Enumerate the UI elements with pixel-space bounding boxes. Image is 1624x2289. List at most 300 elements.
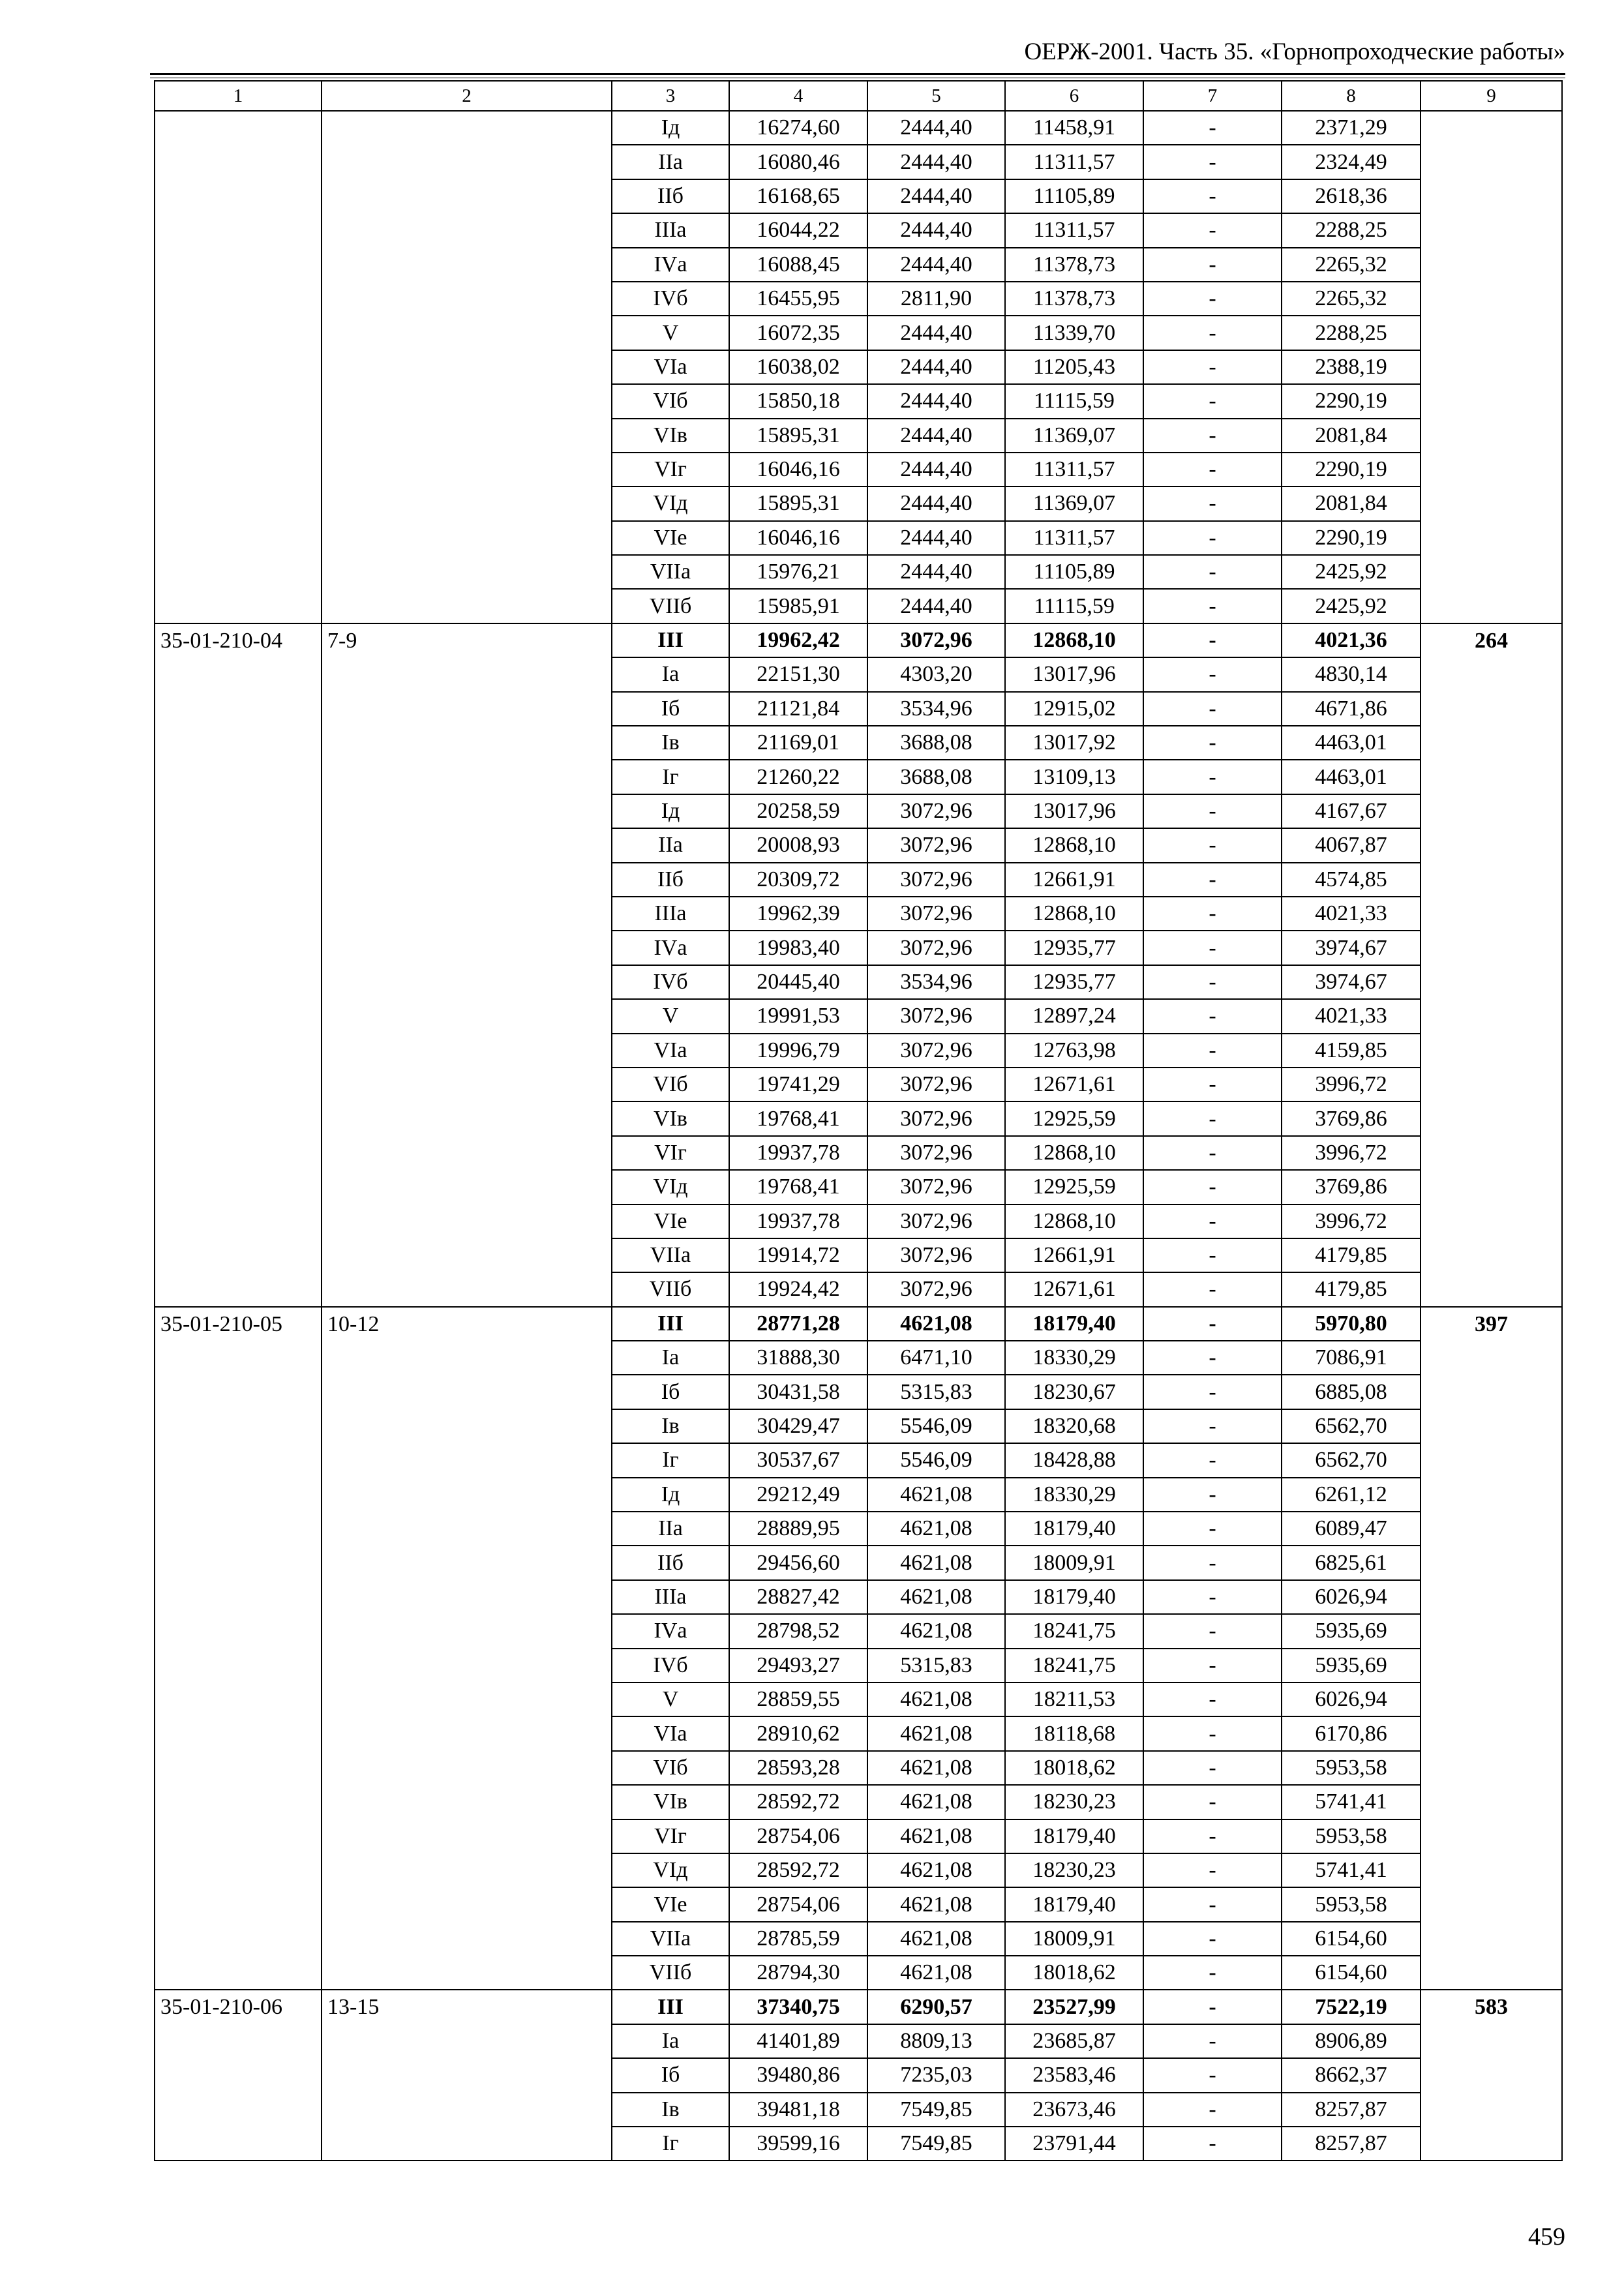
value-cell-c8: 8257,87 <box>1282 2093 1421 2127</box>
zone-cell: IIб <box>612 179 729 213</box>
zone-cell: IVб <box>612 1649 729 1683</box>
column-number: 6 <box>1005 81 1143 111</box>
value-cell-c8: 4021,33 <box>1282 999 1421 1033</box>
value-cell-c7: - <box>1143 2024 1282 2058</box>
value-cell-c7: - <box>1143 1101 1282 1135</box>
zone-cell: Iв <box>612 726 729 760</box>
value-cell-c6: 18179,40 <box>1005 1819 1143 1853</box>
value-cell-c6: 23791,44 <box>1005 2127 1143 2161</box>
value-cell-c4: 21169,01 <box>729 726 867 760</box>
value-cell-c6: 11311,57 <box>1005 145 1143 179</box>
value-cell-c4: 16046,16 <box>729 521 867 555</box>
value-cell-c7: - <box>1143 1751 1282 1785</box>
zone-cell: III <box>612 623 729 657</box>
value-cell-c5: 4621,08 <box>867 1614 1005 1648</box>
rates-table-body <box>155 81 1562 2161</box>
value-cell-c5: 2444,40 <box>867 555 1005 589</box>
value-cell-c6: 18230,23 <box>1005 1785 1143 1819</box>
value-cell-c6: 18241,75 <box>1005 1614 1143 1648</box>
value-cell-c6: 12671,61 <box>1005 1272 1143 1306</box>
value-cell-c4: 19962,42 <box>729 623 867 657</box>
value-cell-c5: 3072,96 <box>867 931 1005 965</box>
value-cell-c5: 4621,08 <box>867 1819 1005 1853</box>
value-cell-c5: 6471,10 <box>867 1341 1005 1375</box>
value-cell-c7: - <box>1143 657 1282 691</box>
value-cell-c5: 3072,96 <box>867 863 1005 897</box>
value-cell-c7: - <box>1143 931 1282 965</box>
value-cell-c5: 3688,08 <box>867 760 1005 794</box>
value-cell-c7: - <box>1143 282 1282 316</box>
value-cell-c7: - <box>1143 1272 1282 1306</box>
table-row <box>155 623 1562 657</box>
zone-cell: VIг <box>612 1819 729 1853</box>
value-cell-c4: 29493,27 <box>729 1649 867 1683</box>
value-cell-c6: 11378,73 <box>1005 248 1143 282</box>
value-cell-c7: - <box>1143 828 1282 862</box>
value-cell-c7: - <box>1143 1170 1282 1204</box>
value-cell-c8: 8906,89 <box>1282 2024 1421 2058</box>
value-cell-c4: 15895,31 <box>729 486 867 520</box>
zone-cell: VIIб <box>612 1956 729 1990</box>
value-cell-c4: 21260,22 <box>729 760 867 794</box>
value-cell-c7: - <box>1143 486 1282 520</box>
zone-cell: Iв <box>612 2093 729 2127</box>
value-cell-c8: 2290,19 <box>1282 521 1421 555</box>
value-cell-c7: - <box>1143 1716 1282 1750</box>
value-cell-c4: 19768,41 <box>729 1170 867 1204</box>
value-cell-c6: 18320,68 <box>1005 1409 1143 1443</box>
value-cell-c5: 2444,40 <box>867 521 1005 555</box>
value-cell-c5: 3072,96 <box>867 1204 1005 1238</box>
value-cell-c8: 3769,86 <box>1282 1101 1421 1135</box>
value-cell-c7: - <box>1143 1649 1282 1683</box>
zone-cell: VIг <box>612 453 729 486</box>
value-cell-c5: 3072,96 <box>867 828 1005 862</box>
value-cell-c8: 5953,58 <box>1282 1887 1421 1921</box>
value-cell-c6: 23673,46 <box>1005 2093 1143 2127</box>
value-cell-c6: 12868,10 <box>1005 828 1143 862</box>
page-number: 459 <box>1528 2223 1565 2251</box>
value-cell-c6: 11205,43 <box>1005 350 1143 384</box>
value-cell-c8: 6154,60 <box>1282 1922 1421 1956</box>
column-number: 5 <box>867 81 1005 111</box>
value-cell-c4: 31888,30 <box>729 1341 867 1375</box>
value-cell-c6: 18179,40 <box>1005 1887 1143 1921</box>
value-cell-c8: 2081,84 <box>1282 419 1421 453</box>
value-cell-c6: 23583,46 <box>1005 2058 1143 2092</box>
value-cell-c6: 18179,40 <box>1005 1580 1143 1614</box>
value-cell-c5: 2444,40 <box>867 316 1005 350</box>
value-cell-c6: 18179,40 <box>1005 1512 1143 1546</box>
value-cell-c7: - <box>1143 145 1282 179</box>
value-cell-c7: - <box>1143 350 1282 384</box>
value-cell-c5: 4621,08 <box>867 1546 1005 1579</box>
value-cell-c8: 5970,80 <box>1282 1307 1421 1341</box>
value-cell-c5: 2444,40 <box>867 248 1005 282</box>
value-cell-c4: 15850,18 <box>729 384 867 418</box>
value-cell-c6: 12935,77 <box>1005 931 1143 965</box>
value-cell-c8: 2290,19 <box>1282 384 1421 418</box>
value-cell-c6: 12868,10 <box>1005 623 1143 657</box>
value-cell-c4: 16274,60 <box>729 111 867 145</box>
value-cell-c8: 2265,32 <box>1282 248 1421 282</box>
value-cell-c5: 2444,40 <box>867 111 1005 145</box>
header-rule <box>150 73 1565 78</box>
zone-cell: IIIа <box>612 213 729 247</box>
value-cell-c5: 2811,90 <box>867 282 1005 316</box>
value-cell-c8: 4463,01 <box>1282 726 1421 760</box>
zone-cell: IVб <box>612 282 729 316</box>
value-cell-c7: - <box>1143 1990 1282 2024</box>
rate-code-cell: 35-01-210-04 <box>155 623 322 1307</box>
value-cell-c6: 12868,10 <box>1005 1136 1143 1170</box>
value-cell-c5: 6290,57 <box>867 1990 1005 2024</box>
value-cell-c6: 18211,53 <box>1005 1683 1143 1716</box>
value-cell-c4: 28794,30 <box>729 1956 867 1990</box>
value-cell-c5: 3072,96 <box>867 794 1005 828</box>
value-cell-c7: - <box>1143 1546 1282 1579</box>
value-cell-c5: 4303,20 <box>867 657 1005 691</box>
value-cell-c4: 19996,79 <box>729 1034 867 1068</box>
value-cell-c8: 4167,67 <box>1282 794 1421 828</box>
value-cell-c5: 4621,08 <box>867 1853 1005 1887</box>
value-cell-c5: 4621,08 <box>867 1512 1005 1546</box>
column-number: 9 <box>1421 81 1562 111</box>
value-cell-c8: 5935,69 <box>1282 1614 1421 1648</box>
zone-cell: IVа <box>612 931 729 965</box>
table-row <box>155 1990 1562 2024</box>
value-cell-c6: 18018,62 <box>1005 1956 1143 1990</box>
value-cell-c6: 12763,98 <box>1005 1034 1143 1068</box>
zone-cell: VIг <box>612 1136 729 1170</box>
value-cell-c6: 11115,59 <box>1005 589 1143 623</box>
column-number: 3 <box>612 81 729 111</box>
zone-cell: IIб <box>612 863 729 897</box>
value-cell-c8: 6825,61 <box>1282 1546 1421 1579</box>
rates-table <box>154 80 1563 2161</box>
value-cell-c6: 12868,10 <box>1005 897 1143 931</box>
value-cell-c6: 12935,77 <box>1005 965 1143 999</box>
value-cell-c6: 11369,07 <box>1005 486 1143 520</box>
zone-cell: VIIа <box>612 1238 729 1272</box>
zone-cell: IIб <box>612 1546 729 1579</box>
value-cell-c4: 19983,40 <box>729 931 867 965</box>
value-cell-c6: 13017,96 <box>1005 794 1143 828</box>
value-cell-c8: 4159,85 <box>1282 1034 1421 1068</box>
rate-code-cell <box>155 111 322 623</box>
value-cell-c8: 5935,69 <box>1282 1649 1421 1683</box>
value-cell-c6: 11369,07 <box>1005 419 1143 453</box>
value-cell-c4: 16046,16 <box>729 453 867 486</box>
value-cell-c8: 2425,92 <box>1282 555 1421 589</box>
value-cell-c7: - <box>1143 1238 1282 1272</box>
value-cell-c4: 28798,52 <box>729 1614 867 1648</box>
value-cell-c6: 12925,59 <box>1005 1101 1143 1135</box>
zone-cell: VIе <box>612 1887 729 1921</box>
value-cell-c8: 6562,70 <box>1282 1409 1421 1443</box>
value-cell-c5: 4621,08 <box>867 1956 1005 1990</box>
value-cell-c5: 4621,08 <box>867 1751 1005 1785</box>
value-cell-c7: - <box>1143 794 1282 828</box>
value-cell-c4: 28785,59 <box>729 1922 867 1956</box>
value-cell-c4: 19914,72 <box>729 1238 867 1272</box>
value-cell-c5: 3072,96 <box>867 999 1005 1033</box>
total-cell: 264 <box>1421 623 1562 1307</box>
total-cell: 397 <box>1421 1307 1562 1990</box>
value-cell-c5: 2444,40 <box>867 213 1005 247</box>
value-cell-c4: 15985,91 <box>729 589 867 623</box>
value-cell-c7: - <box>1143 1853 1282 1887</box>
value-cell-c4: 37340,75 <box>729 1990 867 2024</box>
value-cell-c4: 28592,72 <box>729 1853 867 1887</box>
value-cell-c6: 13017,92 <box>1005 726 1143 760</box>
value-cell-c5: 2444,40 <box>867 350 1005 384</box>
value-cell-c5: 3072,96 <box>867 1034 1005 1068</box>
value-cell-c6: 18428,88 <box>1005 1443 1143 1477</box>
value-cell-c4: 20309,72 <box>729 863 867 897</box>
zone-cell: VIд <box>612 486 729 520</box>
range-cell <box>322 111 612 623</box>
value-cell-c5: 3072,96 <box>867 1170 1005 1204</box>
value-cell-c7: - <box>1143 1341 1282 1375</box>
value-cell-c8: 2288,25 <box>1282 316 1421 350</box>
value-cell-c7: - <box>1143 316 1282 350</box>
value-cell-c7: - <box>1143 1034 1282 1068</box>
value-cell-c7: - <box>1143 555 1282 589</box>
zone-cell: VIб <box>612 384 729 418</box>
value-cell-c6: 11458,91 <box>1005 111 1143 145</box>
value-cell-c7: - <box>1143 1683 1282 1716</box>
value-cell-c7: - <box>1143 1614 1282 1648</box>
rate-code-cell: 35-01-210-06 <box>155 1990 322 2161</box>
value-cell-c6: 18009,91 <box>1005 1546 1143 1579</box>
value-cell-c8: 8257,87 <box>1282 2127 1421 2161</box>
value-cell-c8: 3996,72 <box>1282 1204 1421 1238</box>
value-cell-c5: 4621,08 <box>867 1716 1005 1750</box>
value-cell-c5: 3072,96 <box>867 623 1005 657</box>
value-cell-c7: - <box>1143 1307 1282 1341</box>
value-cell-c5: 3072,96 <box>867 1136 1005 1170</box>
zone-cell: IIIа <box>612 897 729 931</box>
zone-cell: IVа <box>612 248 729 282</box>
value-cell-c7: - <box>1143 1512 1282 1546</box>
zone-cell: VIб <box>612 1068 729 1101</box>
zone-cell: VIв <box>612 419 729 453</box>
value-cell-c5: 3072,96 <box>867 1068 1005 1101</box>
value-cell-c8: 4671,86 <box>1282 692 1421 726</box>
running-header-title: ОЕРЖ-2001. Часть 35. «Горнопроходческие работы» <box>1024 38 1565 65</box>
zone-cell: VIIа <box>612 555 729 589</box>
total-cell: 583 <box>1421 1990 1562 2161</box>
value-cell-c5: 3534,96 <box>867 965 1005 999</box>
zone-cell: VIIб <box>612 1272 729 1306</box>
zone-cell: V <box>612 999 729 1033</box>
value-cell-c8: 4179,85 <box>1282 1238 1421 1272</box>
value-cell-c8: 2081,84 <box>1282 486 1421 520</box>
value-cell-c7: - <box>1143 521 1282 555</box>
zone-cell: VIIб <box>612 589 729 623</box>
value-cell-c7: - <box>1143 623 1282 657</box>
value-cell-c6: 11311,57 <box>1005 213 1143 247</box>
value-cell-c8: 2425,92 <box>1282 589 1421 623</box>
value-cell-c5: 7549,85 <box>867 2127 1005 2161</box>
value-cell-c8: 6562,70 <box>1282 1443 1421 1477</box>
value-cell-c4: 28593,28 <box>729 1751 867 1785</box>
value-cell-c8: 4179,85 <box>1282 1272 1421 1306</box>
value-cell-c4: 39599,16 <box>729 2127 867 2161</box>
value-cell-c5: 7549,85 <box>867 2093 1005 2127</box>
value-cell-c8: 3974,67 <box>1282 965 1421 999</box>
value-cell-c7: - <box>1143 1887 1282 1921</box>
value-cell-c7: - <box>1143 1819 1282 1853</box>
value-cell-c6: 18230,23 <box>1005 1853 1143 1887</box>
value-cell-c4: 19768,41 <box>729 1101 867 1135</box>
zone-cell: VIб <box>612 1751 729 1785</box>
column-number: 7 <box>1143 81 1282 111</box>
value-cell-c5: 7235,03 <box>867 2058 1005 2092</box>
value-cell-c7: - <box>1143 2127 1282 2161</box>
value-cell-c7: - <box>1143 419 1282 453</box>
value-cell-c6: 11378,73 <box>1005 282 1143 316</box>
zone-cell: VIа <box>612 1716 729 1750</box>
value-cell-c7: - <box>1143 999 1282 1033</box>
zone-cell: III <box>612 1307 729 1341</box>
value-cell-c4: 28889,95 <box>729 1512 867 1546</box>
value-cell-c6: 23685,87 <box>1005 2024 1143 2058</box>
value-cell-c6: 11105,89 <box>1005 179 1143 213</box>
value-cell-c8: 3996,72 <box>1282 1068 1421 1101</box>
value-cell-c6: 23527,99 <box>1005 1990 1143 2024</box>
value-cell-c7: - <box>1143 1409 1282 1443</box>
value-cell-c4: 22151,30 <box>729 657 867 691</box>
value-cell-c8: 4021,36 <box>1282 623 1421 657</box>
value-cell-c4: 15976,21 <box>729 555 867 589</box>
column-number: 1 <box>155 81 322 111</box>
value-cell-c5: 2444,40 <box>867 419 1005 453</box>
value-cell-c7: - <box>1143 1785 1282 1819</box>
value-cell-c6: 18330,29 <box>1005 1478 1143 1512</box>
zone-cell: Iа <box>612 2024 729 2058</box>
value-cell-c8: 5953,58 <box>1282 1751 1421 1785</box>
zone-cell: Iг <box>612 1443 729 1477</box>
value-cell-c8: 2288,25 <box>1282 213 1421 247</box>
total-cell <box>1421 111 1562 623</box>
value-cell-c7: - <box>1143 965 1282 999</box>
value-cell-c7: - <box>1143 2058 1282 2092</box>
value-cell-c4: 20258,59 <box>729 794 867 828</box>
value-cell-c4: 39480,86 <box>729 2058 867 2092</box>
value-cell-c7: - <box>1143 897 1282 931</box>
value-cell-c8: 2388,19 <box>1282 350 1421 384</box>
value-cell-c8: 3974,67 <box>1282 931 1421 965</box>
zone-cell: VIе <box>612 521 729 555</box>
zone-cell: Iг <box>612 2127 729 2161</box>
value-cell-c4: 28771,28 <box>729 1307 867 1341</box>
value-cell-c6: 18230,67 <box>1005 1375 1143 1409</box>
value-cell-c5: 4621,08 <box>867 1478 1005 1512</box>
zone-cell: IVа <box>612 1614 729 1648</box>
zone-cell: IIа <box>612 145 729 179</box>
value-cell-c6: 18009,91 <box>1005 1922 1143 1956</box>
value-cell-c5: 4621,08 <box>867 1785 1005 1819</box>
value-cell-c8: 4067,87 <box>1282 828 1421 862</box>
value-cell-c6: 18241,75 <box>1005 1649 1143 1683</box>
value-cell-c7: - <box>1143 1375 1282 1409</box>
value-cell-c4: 20445,40 <box>729 965 867 999</box>
value-cell-c8: 7086,91 <box>1282 1341 1421 1375</box>
value-cell-c4: 20008,93 <box>729 828 867 862</box>
value-cell-c7: - <box>1143 453 1282 486</box>
value-cell-c7: - <box>1143 589 1282 623</box>
value-cell-c6: 11339,70 <box>1005 316 1143 350</box>
value-cell-c6: 18330,29 <box>1005 1341 1143 1375</box>
value-cell-c8: 5953,58 <box>1282 1819 1421 1853</box>
value-cell-c8: 2371,29 <box>1282 111 1421 145</box>
value-cell-c5: 5315,83 <box>867 1649 1005 1683</box>
value-cell-c6: 18179,40 <box>1005 1307 1143 1341</box>
range-cell: 13-15 <box>322 1990 612 2161</box>
value-cell-c7: - <box>1143 2093 1282 2127</box>
value-cell-c8: 4021,33 <box>1282 897 1421 931</box>
range-cell: 10-12 <box>322 1307 612 1990</box>
value-cell-c6: 11115,59 <box>1005 384 1143 418</box>
value-cell-c5: 4621,08 <box>867 1887 1005 1921</box>
zone-cell: Iд <box>612 1478 729 1512</box>
value-cell-c8: 6089,47 <box>1282 1512 1421 1546</box>
value-cell-c7: - <box>1143 384 1282 418</box>
value-cell-c5: 3072,96 <box>867 897 1005 931</box>
value-cell-c6: 11311,57 <box>1005 521 1143 555</box>
value-cell-c8: 6261,12 <box>1282 1478 1421 1512</box>
value-cell-c7: - <box>1143 1922 1282 1956</box>
value-cell-c4: 16044,22 <box>729 213 867 247</box>
value-cell-c7: - <box>1143 863 1282 897</box>
value-cell-c5: 3534,96 <box>867 692 1005 726</box>
value-cell-c4: 28592,72 <box>729 1785 867 1819</box>
value-cell-c4: 29212,49 <box>729 1478 867 1512</box>
zone-cell: VIIа <box>612 1922 729 1956</box>
value-cell-c7: - <box>1143 1956 1282 1990</box>
zone-cell: V <box>612 316 729 350</box>
value-cell-c5: 4621,08 <box>867 1922 1005 1956</box>
zone-cell: III <box>612 1990 729 2024</box>
value-cell-c8: 5741,41 <box>1282 1853 1421 1887</box>
value-cell-c8: 7522,19 <box>1282 1990 1421 2024</box>
value-cell-c4: 16072,35 <box>729 316 867 350</box>
value-cell-c4: 19991,53 <box>729 999 867 1033</box>
value-cell-c4: 28754,06 <box>729 1887 867 1921</box>
value-cell-c5: 5315,83 <box>867 1375 1005 1409</box>
value-cell-c6: 12661,91 <box>1005 863 1143 897</box>
value-cell-c6: 13017,96 <box>1005 657 1143 691</box>
value-cell-c5: 2444,40 <box>867 453 1005 486</box>
value-cell-c5: 2444,40 <box>867 589 1005 623</box>
zone-cell: VIв <box>612 1785 729 1819</box>
value-cell-c4: 19741,29 <box>729 1068 867 1101</box>
value-cell-c4: 30537,67 <box>729 1443 867 1477</box>
value-cell-c6: 13109,13 <box>1005 760 1143 794</box>
value-cell-c7: - <box>1143 1204 1282 1238</box>
value-cell-c4: 28754,06 <box>729 1819 867 1853</box>
value-cell-c5: 4621,08 <box>867 1683 1005 1716</box>
zone-cell: VIа <box>612 350 729 384</box>
zone-cell: Iв <box>612 1409 729 1443</box>
table-row <box>155 111 1562 145</box>
value-cell-c5: 5546,09 <box>867 1409 1005 1443</box>
value-cell-c8: 8662,37 <box>1282 2058 1421 2092</box>
zone-cell: VIд <box>612 1853 729 1887</box>
value-cell-c8: 4574,85 <box>1282 863 1421 897</box>
